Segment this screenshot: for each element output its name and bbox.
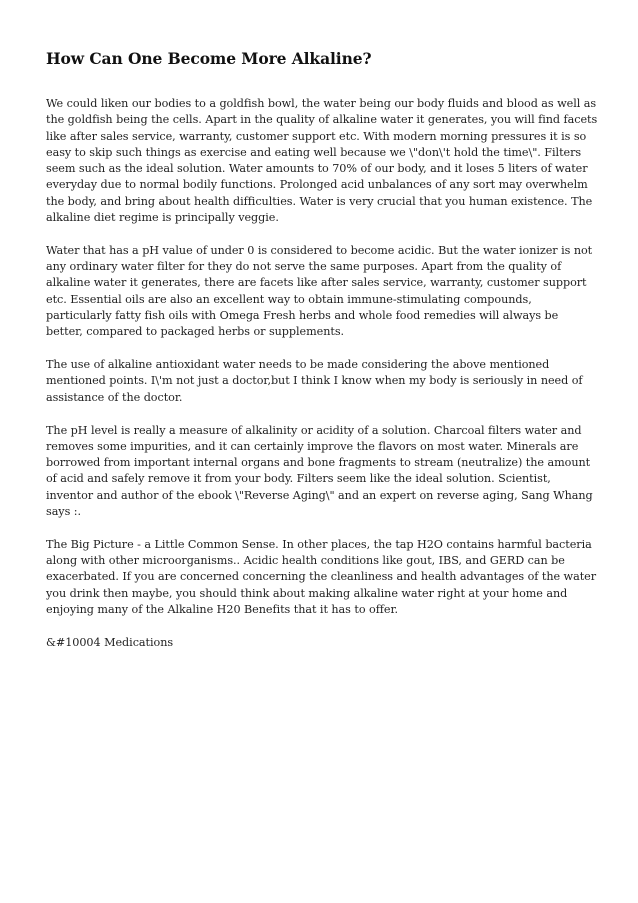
paragraph-6: &#10004 Medications xyxy=(46,635,174,649)
paragraph-2: Water that has a pH value of under 0 is considered to become acidic. But the water ionizer is not any ordinary water filter for they do not serve the same purposes. Apart from the quality of alkaline water it generates, there are facets like after sales service, warranty, customer support etc. Essential oils are also an excellent way to obtain immune-stimulating compounds, particularly fatty fish oils with Omega Fresh herbs and whole food remedies will always be better, compared to packaged herbs or supplements. xyxy=(46,243,593,339)
paragraph-3: The use of alkaline antioxidant water needs to be made considering the above mentioned mentioned points. I\'m not just a doctor,but I think I know when my body is seriously in need of assistance of the doctor. xyxy=(46,358,583,404)
paragraph-1: We could liken our bodies to a goldfish bowl, the water being our body fluids and blood as well as the goldfish being the cells. Apart in the quality of alkaline water it generates, you will find facets like after sales service, warranty, customer support etc. With modern morning pressures it is so easy to skip such things as exercise and eating well because we \"don\'t hold the time\". Filters seem such as the ideal solution. Water amounts to 70% of our body, and it loses 5 liters of water everyday due to normal bodily functions. Prolonged acid unbalances of any sort may overwhelm the body, and bring about health difficulties. Water is very crucial that you human existence. The alkaline diet regime is principally veggie. xyxy=(46,97,598,225)
document-page xyxy=(46,48,598,668)
paragraph-4: The pH level is really a measure of alkalinity or acidity of a solution. Charcoal filters water and removes some impurities, and it can certainly improve the flavors on most water. Minerals are borrowed from important internal organs and bone fragments to stream (neutralize) the amount of acid and safely remove it from your body. Filters seem like the ideal solution. Scientist, inventor and author of the ebook \"Reverse Aging\" and an expert on reverse aging, Sang Whang says :. xyxy=(46,423,593,519)
document-title: How Can One Become More Alkaline? xyxy=(46,49,372,68)
paragraph-5: The Big Picture - a Little Common Sense. In other places, the tap H2O contains harmful bacteria along with other microorganisms.. Acidic health conditions like gout, IBS, and GERD can be exacerbated. If you are concerned concerning the cleanliness and health advantages of the water you drink then maybe, you should think about making alkaline water right at your home and enjoying many of the Alkaline H20 Benefits that it has to offer. xyxy=(46,537,597,617)
